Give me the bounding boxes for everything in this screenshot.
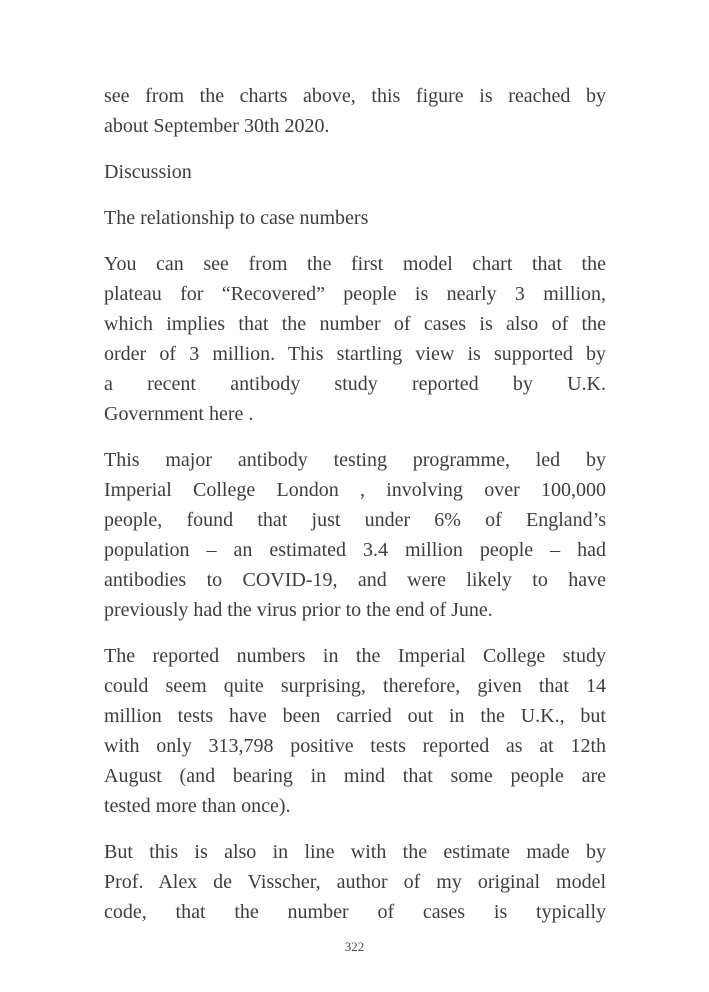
- text-line: million tests have been carried out in the U.K., but: [104, 705, 606, 727]
- text-line: could seem quite surprising, therefore, given that 14: [104, 675, 606, 697]
- text-line: Prof. Alex de Visscher, author of my original model: [104, 871, 606, 893]
- paragraph-reported-numbers: [104, 641, 606, 821]
- section-heading-discussion: Discussion: [104, 161, 192, 183]
- text-line: plateau for “Recovered” people is nearly 3 million,: [104, 283, 606, 305]
- text-line: order of 3 million. This startling view is supported by: [104, 343, 606, 365]
- text-line: The reported numbers in the Imperial College study: [104, 645, 606, 667]
- text-line: You can see from the first model chart that the: [104, 253, 606, 275]
- paragraph-recovered-plateau: [104, 249, 606, 429]
- text-line: a recent antibody study reported by U.K.: [104, 373, 606, 395]
- paragraph-visscher-estimate: [104, 837, 606, 927]
- subsection-heading-case-numbers: The relationship to case numbers: [104, 207, 369, 229]
- text-line: people, found that just under 6% of England’s: [104, 509, 606, 531]
- document-page-body: [104, 81, 606, 943]
- text-line: previously had the virus prior to the end of June.: [104, 599, 493, 621]
- text-line: antibodies to COVID-19, and were likely to have: [104, 569, 606, 591]
- page-footer: [0, 939, 709, 955]
- text-line: population – an estimated 3.4 million people – had: [104, 539, 606, 561]
- paragraph-continuation: [104, 81, 606, 141]
- text-line: Imperial College London , involving over 100,000: [104, 479, 606, 501]
- text-line: But this is also in line with the estimate made by: [104, 841, 606, 863]
- text-line: Government here .: [104, 403, 254, 425]
- text-line: code, that the number of cases is typically: [104, 901, 606, 923]
- text-line: which implies that the number of cases is also of the: [104, 313, 606, 335]
- text-line: about September 30th 2020.: [104, 115, 330, 137]
- text-line: with only 313,798 positive tests reported as at 12th: [104, 735, 606, 757]
- text-line: tested more than once).: [104, 795, 291, 817]
- paragraph-antibody-testing: [104, 445, 606, 625]
- text-line: August (and bearing in mind that some people are: [104, 765, 606, 787]
- text-line: This major antibody testing programme, led by: [104, 449, 606, 471]
- text-line: see from the charts above, this figure is reached by: [104, 85, 606, 107]
- page-number: 322: [344, 939, 365, 954]
